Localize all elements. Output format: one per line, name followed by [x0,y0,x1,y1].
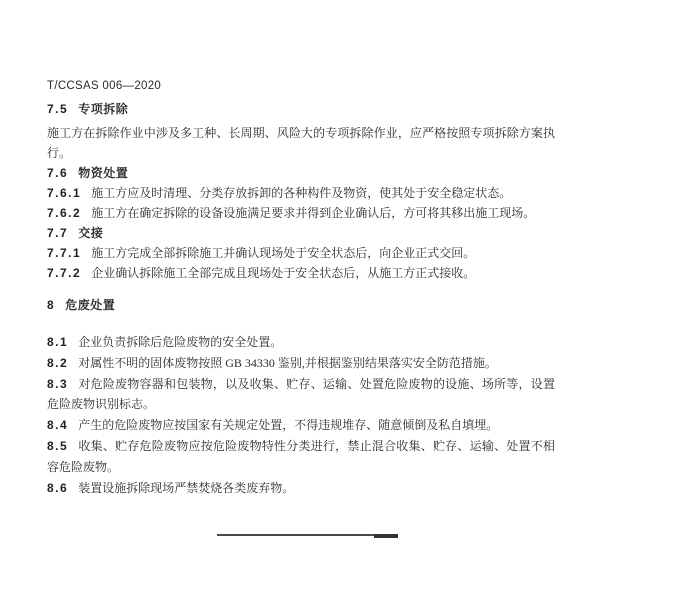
section-heading-8 [47,295,555,315]
section-number: 7.6 [47,166,69,180]
clause-text: 施工方在确定拆除的设备设施满足要求并得到企业确认后，方可将其移出施工现场。 [91,206,536,220]
clause-8-2 [47,353,555,374]
clause-text: 施工方应及时清理、分类存放拆卸的各种构件及物资，使其处于安全稳定状态。 [91,186,512,200]
section-heading-7-5 [47,99,555,119]
clause-7-6-2 [47,203,555,223]
section-number: 7.7 [47,226,69,240]
section-heading-7-7 [47,223,555,243]
clause-number: 8.3 [47,376,69,391]
section-number: 8 [47,298,56,312]
clause-text: 收集、贮存危险废物应按危险废物特性分类进行，禁止混合收集、贮存、运输、处置不相容危险废物。 [47,438,555,474]
clause-text: 对危险废物容器和包装物，以及收集、贮存、运输、处置危险废物的设施、场所等，设置危险废物识别标志。 [47,376,555,412]
clause-7-7-2 [47,263,555,283]
section-title: 交接 [78,226,104,240]
clause-number: 7.6.2 [47,206,82,220]
clause-text: 装置设施拆除现场严禁焚烧各类废弃物。 [78,480,295,495]
clause-number: 8.2 [47,355,69,370]
paragraph-7-5: 施工方在拆除作业中涉及多工种、长周期、风险大的专项拆除作业，应严格按照专项拆除方案执行。 [47,126,555,160]
document-content [47,99,555,498]
section-title: 物资处置 [78,166,129,180]
clause-number: 7.7.1 [47,246,82,260]
footer-rule [217,534,397,536]
clause-number: 7.7.2 [47,266,82,280]
section-title: 危废处置 [65,298,116,312]
section-heading-7-6 [47,163,555,183]
clause-7-6-1 [47,183,555,203]
clause-8-3 [47,374,555,416]
section-title: 专项拆除 [78,102,129,116]
clause-text: 施工方完成全部拆除施工并确认现场处于安全状态后，向企业正式交回。 [91,246,476,260]
clause-number: 7.6.1 [47,186,82,200]
clause-number: 8.1 [47,335,69,349]
footer-rule-tail [374,534,398,538]
clause-7-7-1 [47,243,555,263]
section-number: 7.5 [47,102,69,116]
clause-number: 8.5 [47,438,69,453]
clause-number: 8.6 [47,480,69,495]
clause-number: 8.4 [47,418,69,433]
clause-8-5 [47,436,555,478]
doc-number-header: T/CCSAS 006—2020 [47,80,162,92]
clause-text: 对属性不明的固体废物按照 GB 34330 鉴别,并根据鉴别结果落实安全防范措施。 [78,355,497,370]
clause-text: 产生的危险废物应按国家有关规定处置，不得违规堆存、随意倾倒及私自填埋。 [78,418,499,433]
clause-8-1 [47,332,555,353]
clause-text: 企业负责拆除后危险废物的安全处置。 [78,335,283,349]
clause-text: 企业确认拆除施工全部完成且现场处于安全状态后，从施工方正式接收。 [91,266,476,280]
clause-8-4 [47,415,555,436]
clause-8-6 [47,478,555,499]
